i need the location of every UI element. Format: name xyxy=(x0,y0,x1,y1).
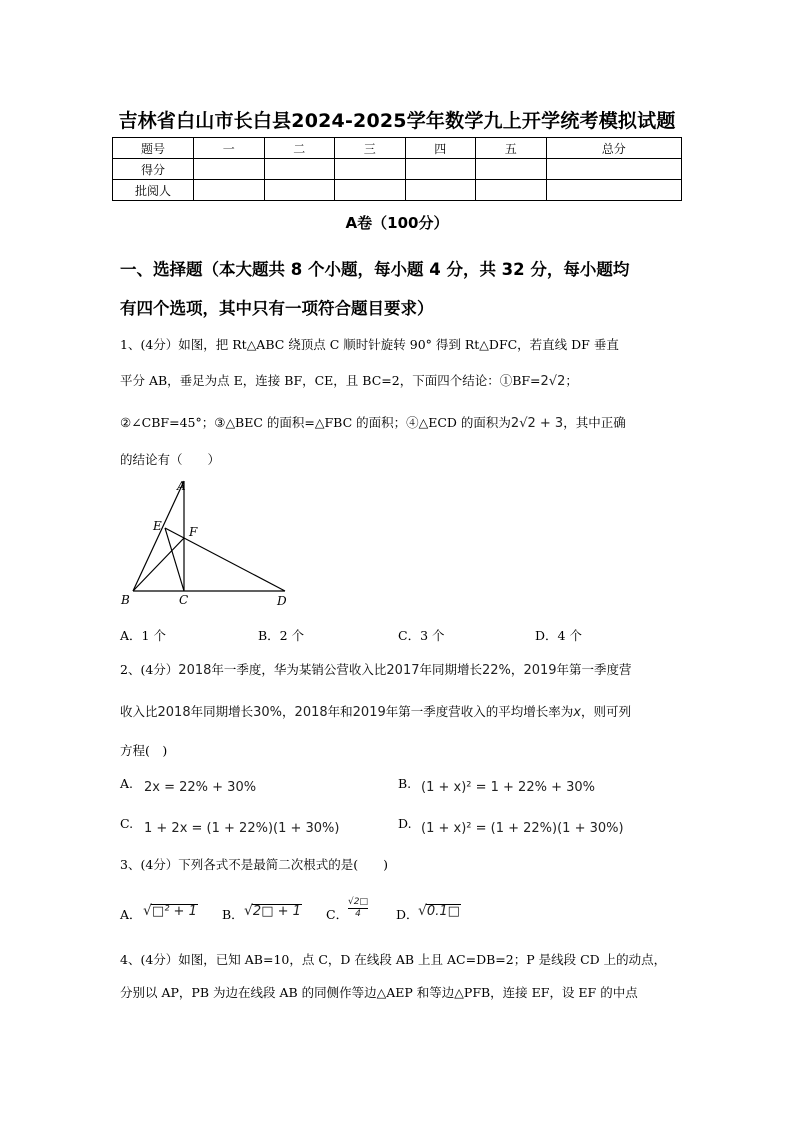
section-heading-line2: 有四个选项，其中只有一项符合题目要求） xyxy=(120,299,434,318)
math-number: 2019 xyxy=(352,705,386,720)
question-3-line1: 3、(4分）下列各式不是最简二次根式的是( ) xyxy=(120,857,389,872)
score-table xyxy=(112,137,682,201)
question-2-text: 年和 xyxy=(327,704,353,719)
table-cell xyxy=(264,180,335,201)
table-header-cell: 四 xyxy=(405,138,476,159)
punctuation: ， xyxy=(510,662,524,677)
table-row xyxy=(113,180,682,201)
question-1-text: 平分 AB，垂足为点 E，连接 BF，CE，且 BC=2，下面四个结论：①BF= xyxy=(120,373,541,388)
math-number: 2019 xyxy=(523,663,557,678)
option-b: B．2 个 xyxy=(258,628,305,643)
table-header-cell: 题号 xyxy=(113,138,194,159)
math-expression: 2√2 xyxy=(540,374,566,389)
question-2-text: 年同期增长 xyxy=(419,662,483,677)
question-2-text: ，则可列 xyxy=(580,704,631,719)
radicand: □² + 1 xyxy=(151,904,197,919)
option-d-equation: (1 + x)² = (1 + 22%)(1 + 30%) xyxy=(421,821,624,836)
option-a-equation: 2x = 22% + 30% xyxy=(144,780,257,795)
question-2-text: 年第一季度营收入的平均增长率为 xyxy=(385,704,574,719)
question-2-line1 xyxy=(120,660,632,678)
question-2-text: 收入比 xyxy=(120,704,158,719)
question-1-line4: 的结论有（ ） xyxy=(120,452,221,467)
radical-sign: √ xyxy=(143,903,152,919)
label-c: C xyxy=(179,593,189,607)
math-number: 2018 xyxy=(178,663,212,678)
section-heading-line1: 一、选择题（本大题共 8 个小题，每小题 4 分，共 32 分，每小题均 xyxy=(120,260,630,279)
option-c-label: C． xyxy=(326,907,349,922)
question-1-line3 xyxy=(120,413,626,431)
table-cell xyxy=(405,159,476,180)
label-f: F xyxy=(189,525,198,539)
math-number: 2018 xyxy=(157,705,191,720)
page-title: 吉林省白山市长白县2024-2025学年数学九上开学统考模拟试题 xyxy=(118,110,676,132)
score-table-header-row xyxy=(113,138,682,159)
label-a: A xyxy=(177,479,186,493)
table-row-label: 得分 xyxy=(113,159,194,180)
table-header-cell: 一 xyxy=(194,138,265,159)
label-b: B xyxy=(121,593,130,607)
math-expression: 2√2 + 3 xyxy=(510,416,564,431)
table-cell xyxy=(194,180,265,201)
table-cell xyxy=(405,180,476,201)
question-4-line2: 分别以 AP，PB 为边在线段 AB 的同侧作等边△AEP 和等边△PFB，连接 EF，设 EF 的中点 xyxy=(120,985,638,1000)
line-ed xyxy=(165,528,285,591)
question-2-text: 年一季度，华为某销公营收入比 xyxy=(211,662,387,677)
option-b-label: B. xyxy=(398,776,412,791)
option-d: D．4 个 xyxy=(535,628,582,643)
option-d-radical xyxy=(418,903,461,919)
table-row-label: 批阅人 xyxy=(113,180,194,201)
punctuation: ； xyxy=(565,373,578,388)
table-cell xyxy=(264,159,335,180)
table-cell xyxy=(476,180,547,201)
question-1-line2 xyxy=(120,371,578,389)
label-e: E xyxy=(153,519,162,533)
option-d-label: D. xyxy=(398,816,412,831)
option-b-label: B． xyxy=(222,907,244,922)
option-a-label: A． xyxy=(120,907,142,922)
question-4-line1: 4、(4分）如图，已知 AB=10，点 C，D 在线段 AB 上且 AC=DB=2；P 是线段 CD 上的动点， xyxy=(120,952,667,967)
question-1-text: ②∠CBF=45°；③△BEC 的面积=△FBC 的面积；④△ECD 的面积为 xyxy=(120,415,511,430)
question-1-text: ，其中正确 xyxy=(563,415,626,430)
fraction-denominator: 4 xyxy=(355,909,361,919)
math-number: 30% xyxy=(253,705,283,720)
option-c-fraction xyxy=(348,897,368,920)
line-ba xyxy=(133,481,184,591)
question-2-line2 xyxy=(120,702,631,720)
option-b-radical xyxy=(244,903,302,919)
table-cell xyxy=(546,159,682,180)
line-ec xyxy=(165,528,184,591)
option-a-radical xyxy=(143,903,198,919)
math-number: 22% xyxy=(482,663,511,678)
question-2-text: 年同期增长 xyxy=(190,704,254,719)
table-cell xyxy=(335,180,406,201)
label-d: D xyxy=(277,594,287,608)
radicand: 0.1□ xyxy=(426,904,460,919)
punctuation: ， xyxy=(282,704,295,719)
option-c: C．3 个 xyxy=(398,628,445,643)
fraction-numerator: √2□ xyxy=(348,897,368,907)
table-header-cell: 二 xyxy=(264,138,335,159)
option-a: A．1 个 xyxy=(120,628,166,643)
radical-sign: √ xyxy=(418,903,427,919)
option-b-equation: (1 + x)² = 1 + 22% + 30% xyxy=(421,780,596,795)
table-cell xyxy=(546,180,682,201)
question-2-text: 年第一季度营 xyxy=(556,662,632,677)
table-cell xyxy=(476,159,547,180)
question-2-line3: 方程( ) xyxy=(120,743,168,758)
table-header-cell: 三 xyxy=(335,138,406,159)
table-cell xyxy=(194,159,265,180)
question-1-line1: 1、(4分）如图，把 Rt△ABC 绕顶点 C 顺时针旋转 90° 得到 Rt△DFC，若直线 DF 垂直 xyxy=(120,337,619,352)
option-d-label: D． xyxy=(396,907,419,922)
math-number: 2018 xyxy=(294,705,328,720)
option-a-label: A. xyxy=(120,776,134,791)
option-c-equation: 1 + 2x = (1 + 22%)(1 + 30%) xyxy=(144,821,340,836)
table-cell xyxy=(335,159,406,180)
radicand: 2□ + 1 xyxy=(252,904,301,919)
geometry-figure xyxy=(115,476,295,611)
radical-sign: √ xyxy=(244,903,253,919)
table-header-cell: 五 xyxy=(476,138,547,159)
paper-section-label: A卷（100分） xyxy=(345,214,449,232)
table-header-cell: 总分 xyxy=(546,138,682,159)
math-number: 2017 xyxy=(386,663,420,678)
question-2-text: 2、(4分） xyxy=(120,662,179,677)
math-variable: x xyxy=(573,705,581,720)
option-c-label: C. xyxy=(120,816,134,831)
table-row xyxy=(113,159,682,180)
